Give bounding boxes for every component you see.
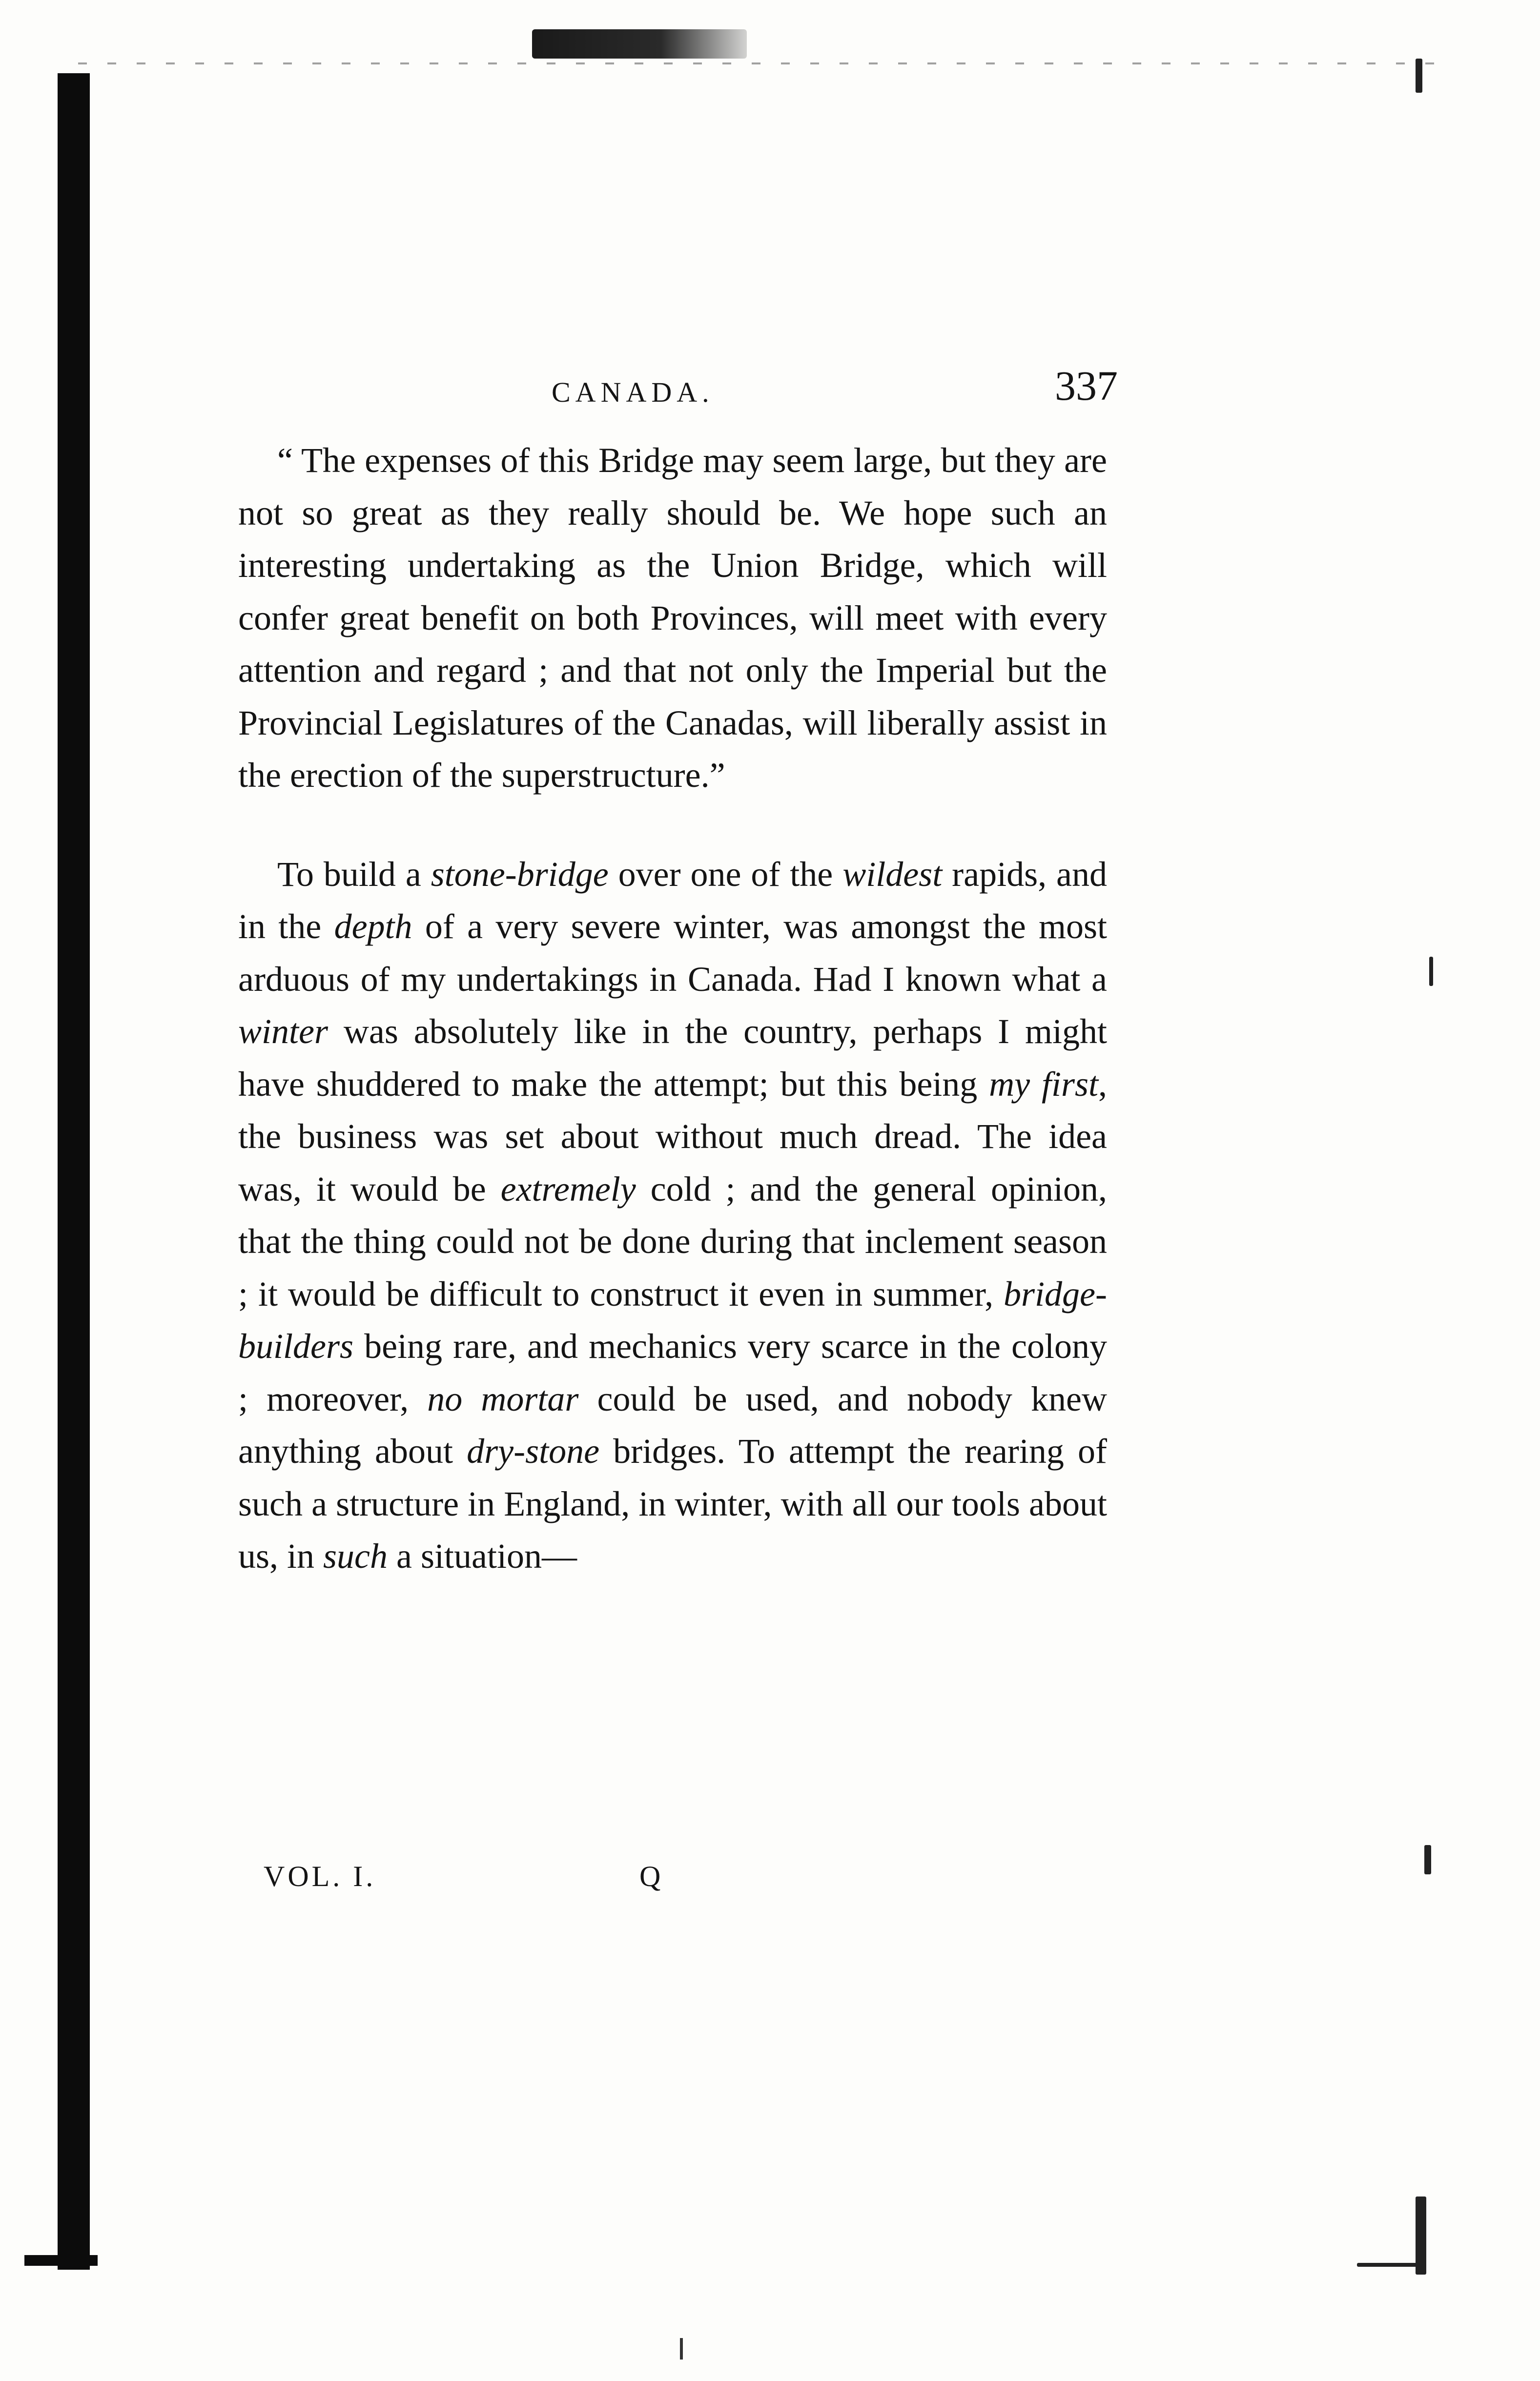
page-body bbox=[238, 434, 1107, 1583]
text-run: was absolutely like in the country, perhaps I might have shuddered to make the attempt; but this being bbox=[238, 1012, 1107, 1104]
main-paragraph bbox=[238, 848, 1107, 1583]
margin-speck bbox=[1357, 2263, 1425, 2267]
italic-run: stone-bridge bbox=[431, 854, 609, 894]
margin-speck bbox=[1424, 1845, 1431, 1874]
italic-run: such bbox=[323, 1537, 388, 1576]
quoted-paragraph: “ The expenses of this Bridge may seem large, but they are not so great as they really should be. We hope such an interesting undertaking as the Union Bridge, which will confer great benefit on both Provinces, will meet with every attention and regard ; and that not only the Imperial but the Provincial Legislatures of the Canadas, will liberally assist in the erection of the superstructure.” bbox=[238, 441, 1107, 795]
top-edge-smudge bbox=[532, 29, 747, 59]
italic-run: depth bbox=[334, 907, 412, 946]
text-run: of a very severe winter, was amongst the most arduous of my undertakings in Canada. Had I known what a bbox=[238, 907, 1108, 999]
text-run: over one of the bbox=[608, 854, 843, 894]
gathering-signature: Q bbox=[639, 1860, 664, 1892]
text-run: rapids, and in the bbox=[238, 854, 1107, 946]
italic-run: dry-stone bbox=[467, 1432, 600, 1471]
page-footer bbox=[264, 1860, 947, 1899]
text-run: being rare, and mechanics very scarce in the colony ; moreover, bbox=[238, 1327, 1107, 1418]
italic-run: extremely bbox=[500, 1169, 636, 1209]
italic-run: wildest bbox=[842, 854, 943, 894]
italic-run: winter bbox=[238, 1012, 329, 1051]
running-head: CANADA. bbox=[552, 376, 714, 408]
text-run: cold ; and the general opinion, that the thing could not be done during that inclement season ; it would be difficult to construct it even in summer, bbox=[238, 1169, 1107, 1314]
top-edge-specks bbox=[78, 62, 1445, 64]
text-run: bridges. To attempt the rearing of such a structure in England, in winter, with all our tools about us, in bbox=[238, 1432, 1107, 1576]
italic-run: bridge-builders bbox=[238, 1274, 1107, 1366]
text-run: a situation— bbox=[388, 1537, 577, 1576]
binding-shadow bbox=[58, 73, 90, 2270]
bottom-edge-mark bbox=[680, 2338, 683, 2360]
italic-run: no mortar bbox=[427, 1379, 579, 1418]
page-number: 337 bbox=[1055, 362, 1118, 409]
text-run: could be used, and nobody knew anything about bbox=[238, 1379, 1107, 1471]
italic-run: my first bbox=[989, 1064, 1098, 1104]
margin-speck bbox=[1429, 957, 1433, 986]
binding-shadow-foot bbox=[24, 2255, 98, 2266]
text-run: To build a bbox=[277, 854, 431, 894]
margin-speck bbox=[1416, 59, 1422, 93]
text-run: , the business was set about without much dread. The idea was, it would be bbox=[238, 1064, 1107, 1209]
page-header bbox=[239, 361, 1118, 425]
volume-signature: VOL. I. bbox=[264, 1860, 376, 1892]
